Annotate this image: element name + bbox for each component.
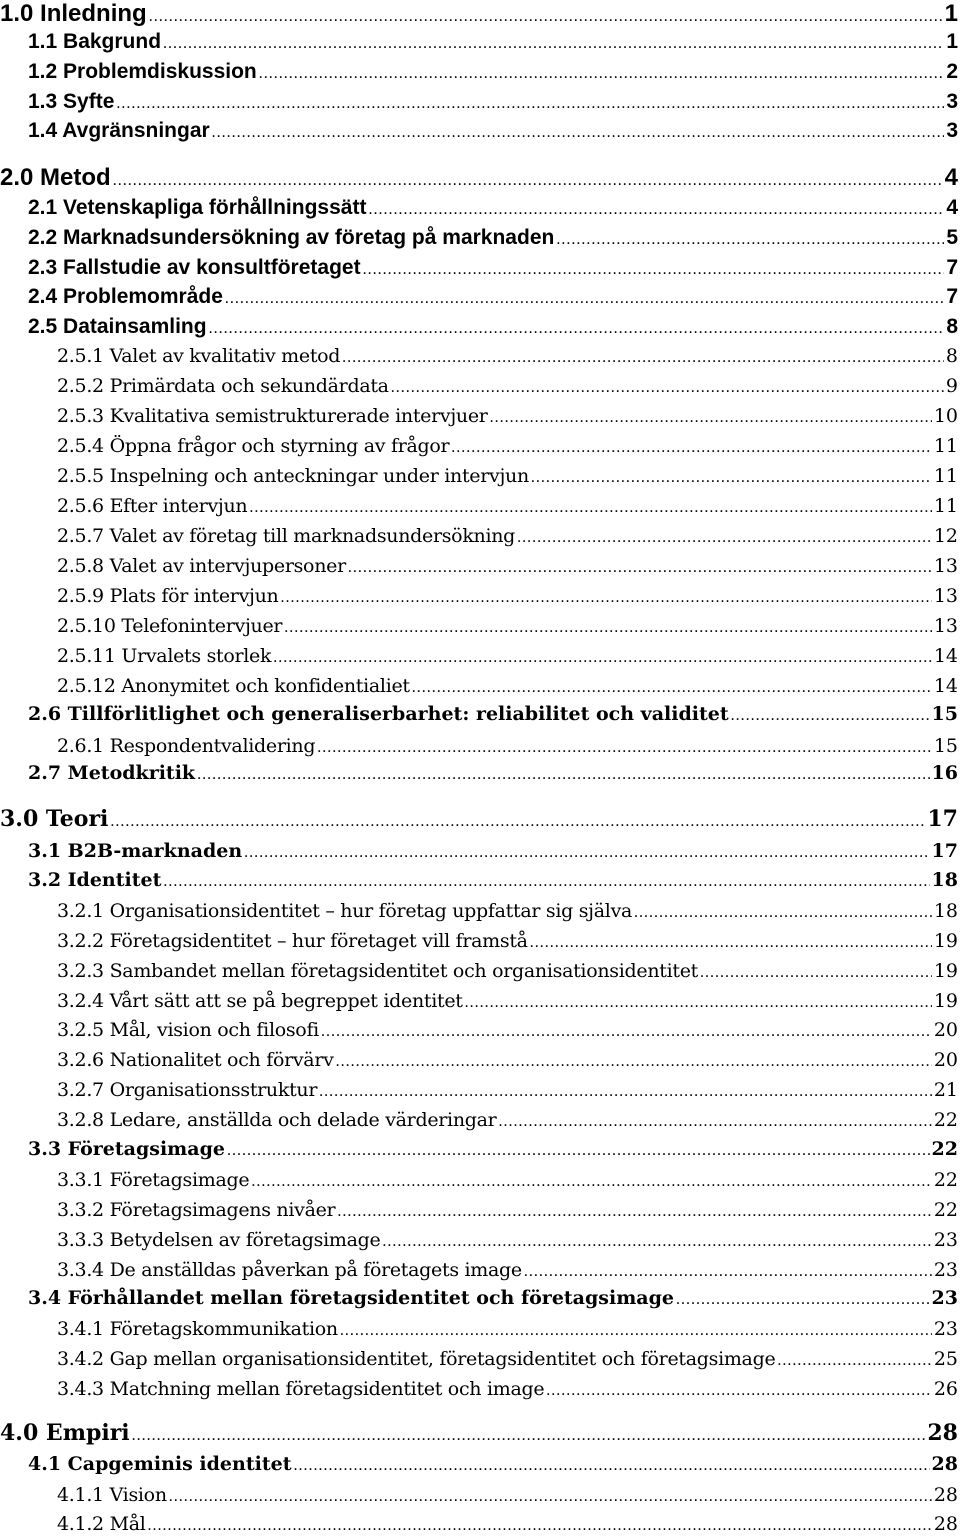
toc-entry-title: 3.2.6 Nationalitet och förvärv (57, 1049, 334, 1071)
toc-entry-page: 11 (933, 435, 958, 457)
toc-entry[interactable] (0, 615, 958, 637)
toc-entry-page: 14 (933, 645, 958, 667)
toc-entry[interactable] (0, 495, 958, 517)
toc-entry-page: 3 (946, 119, 958, 142)
toc-leader-dots (227, 1142, 930, 1160)
toc-entry-title: 3.1 B2B-marknaden (28, 840, 243, 862)
toc-leader-dots (163, 35, 944, 53)
toc-leader-dots (209, 320, 945, 338)
toc-entry-page: 18 (933, 900, 958, 922)
toc-leader-dots (451, 439, 932, 457)
toc-leader-dots (336, 1053, 932, 1071)
toc-leader-dots (163, 873, 929, 891)
toc-leader-dots (634, 904, 932, 922)
toc-entry-title: 2.4 Problemområde (28, 285, 223, 308)
toc-entry-page: 15 (931, 703, 958, 725)
toc-leader-dots (348, 559, 932, 577)
toc-entry-page: 13 (933, 555, 958, 577)
toc-entry[interactable] (0, 1484, 958, 1506)
toc-entry-title: 3.2.5 Mål, vision och filosofi (57, 1019, 319, 1041)
toc-entry[interactable] (0, 1420, 958, 1446)
toc-entry-page: 7 (946, 285, 958, 308)
toc-entry-page: 26 (933, 1378, 958, 1400)
toc-entry-page: 16 (931, 762, 958, 784)
toc-entry-page: 22 (933, 1109, 958, 1131)
toc-entry-page: 21 (933, 1079, 958, 1101)
toc-entry[interactable] (0, 930, 958, 952)
toc-leader-dots (530, 934, 932, 952)
toc-entry[interactable] (0, 1049, 958, 1071)
toc-entry-title: 2.0 Metod (0, 164, 111, 191)
toc-leader-dots (342, 349, 944, 367)
toc-entry-title: 3.3.2 Företagsimagens nivåer (57, 1199, 336, 1221)
toc-entry[interactable] (0, 990, 958, 1012)
toc-leader-dots (546, 1382, 932, 1400)
toc-entry[interactable] (0, 1229, 958, 1251)
toc-leader-dots (319, 1083, 932, 1101)
toc-entry-page: 1 (946, 30, 958, 53)
toc-entry[interactable] (0, 226, 958, 250)
toc-entry-title: 2.5.2 Primärdata och sekundärdata (57, 375, 389, 397)
toc-leader-dots (113, 172, 943, 190)
toc-entry[interactable] (0, 30, 958, 54)
toc-entry-page: 22 (933, 1169, 958, 1191)
toc-entry-title: 2.5.11 Urvalets storlek (57, 645, 272, 667)
toc-entry-page: 28 (927, 1420, 958, 1446)
toc-leader-dots (382, 1233, 931, 1251)
toc-entry-title: 4.0 Empiri (0, 1420, 130, 1446)
toc-entry-page: 20 (933, 1019, 958, 1041)
toc-entry-title: 3.2.8 Ledare, anställda och delade värderingar (57, 1109, 497, 1131)
toc-entry[interactable] (0, 465, 958, 487)
toc-entry[interactable] (0, 806, 958, 832)
toc-entry-title: 3.2.4 Vårt sätt att se på begreppet identitet (57, 990, 463, 1012)
toc-entry[interactable] (0, 375, 958, 397)
toc-entry[interactable] (0, 900, 958, 922)
toc-entry-page: 28 (933, 1484, 958, 1506)
toc-leader-dots (337, 1203, 931, 1221)
toc-entry-page: 2 (946, 60, 958, 83)
toc-entry[interactable] (0, 1199, 958, 1221)
toc-entry[interactable] (0, 1019, 958, 1041)
toc-entry[interactable] (0, 164, 958, 192)
toc-entry-title: 3.2.2 Företagsidentitet – hur företaget vill framstå (57, 930, 528, 952)
toc-entry-title: 2.5 Datainsamling (28, 315, 207, 338)
toc-entry-page: 5 (946, 226, 958, 249)
toc-entry-page: 28 (933, 1513, 958, 1535)
toc-entry-title: 3.4.3 Matchning mellan företagsidentitet och image (57, 1378, 545, 1400)
toc-entry[interactable] (0, 675, 958, 697)
toc-entry[interactable] (0, 1138, 958, 1160)
toc-entry[interactable] (0, 1259, 958, 1281)
toc-entry-page: 4 (944, 164, 958, 191)
toc-entry-page: 1 (944, 0, 958, 27)
toc-entry-page: 19 (933, 930, 958, 952)
toc-entry-title: 2.5.5 Inspelning och anteckningar under intervjun (57, 465, 529, 487)
toc-leader-dots (293, 1457, 929, 1475)
toc-entry-title: 2.5.9 Plats för intervjun (57, 585, 279, 607)
toc-entry[interactable] (0, 525, 958, 547)
toc-entry-title: 2.7 Metodkritik (28, 762, 196, 784)
toc-leader-dots (110, 813, 925, 831)
toc-entry-page: 23 (933, 1318, 958, 1340)
toc-entry-title: 2.5.8 Valet av intervjupersoner (57, 555, 346, 577)
toc-leader-dots (284, 619, 932, 637)
toc-entry[interactable] (0, 1169, 958, 1191)
toc-entry-page: 7 (946, 256, 958, 279)
toc-leader-dots (531, 469, 932, 487)
toc-leader-dots (197, 766, 929, 784)
toc-entry-page: 18 (931, 869, 958, 891)
toc-entry-title: 1.3 Syfte (28, 90, 115, 113)
toc-entry-page: 13 (933, 585, 958, 607)
toc-leader-dots (676, 1291, 930, 1309)
toc-leader-dots (251, 1173, 932, 1191)
toc-entry[interactable] (0, 1318, 958, 1340)
toc-entry-page: 17 (927, 806, 958, 832)
toc-entry-title: 2.5.7 Valet av företag till marknadsundersökning (57, 525, 516, 547)
toc-entry-title: 3.3.1 Företagsimage (57, 1169, 250, 1191)
toc-entry-page: 20 (933, 1049, 958, 1071)
toc-leader-dots (490, 409, 932, 427)
toc-entry-title: 2.5.1 Valet av kvalitativ metod (57, 345, 341, 367)
toc-leader-dots (280, 589, 931, 607)
toc-entry[interactable] (0, 645, 958, 667)
toc-entry-title: 2.6 Tillförlitlighet och generaliserbarhet: reliabilitet och validitet (28, 703, 729, 725)
toc-entry-page: 23 (931, 1287, 958, 1309)
toc-entry[interactable] (0, 0, 958, 28)
toc-entry-title: 2.2 Marknadsundersökning av företag på marknaden (28, 226, 555, 249)
toc-entry[interactable] (0, 256, 958, 280)
toc-entry-page: 17 (931, 840, 958, 862)
toc-entry-title: 2.5.6 Efter intervjun (57, 495, 248, 517)
toc-leader-dots (259, 65, 945, 83)
toc-entry[interactable] (0, 435, 958, 457)
toc-entry-title: 2.5.10 Telefonintervjuer (57, 615, 283, 637)
toc-entry-page: 23 (933, 1259, 958, 1281)
toc-entry[interactable] (0, 840, 958, 862)
toc-entry[interactable] (0, 60, 958, 84)
toc-entry[interactable] (0, 735, 958, 757)
toc-entry[interactable] (0, 762, 958, 784)
toc-leader-dots (524, 1263, 932, 1281)
toc-leader-dots (391, 379, 944, 397)
toc-entry-title: 3.2.3 Sambandet mellan företagsidentitet och organisationsidentitet (57, 960, 698, 982)
toc-leader-dots (148, 1517, 932, 1535)
toc-entry-title: 3.2.7 Organisationsstruktur (57, 1079, 318, 1101)
toc-leader-dots (273, 649, 932, 667)
toc-leader-dots (340, 1322, 932, 1340)
toc-entry-page: 28 (931, 1453, 958, 1475)
toc-entry-title: 4.1.2 Mål (57, 1513, 146, 1535)
toc-leader-dots (225, 290, 944, 308)
toc-entry-title: 3.2.1 Organisationsidentitet – hur företag uppfattar sig själva (57, 900, 633, 922)
toc-entry[interactable] (0, 1287, 958, 1309)
toc-leader-dots (465, 994, 932, 1012)
toc-entry[interactable] (0, 960, 958, 982)
toc-entry-page: 12 (933, 525, 958, 547)
toc-entry[interactable] (0, 1378, 958, 1400)
toc-leader-dots (700, 964, 932, 982)
toc-entry-title: 3.3.4 De anställdas påverkan på företagets image (57, 1259, 522, 1281)
toc-entry[interactable] (0, 869, 958, 891)
toc-entry-title: 3.3.3 Betydelsen av företagsimage (57, 1229, 381, 1251)
toc-entry-title: 3.4.2 Gap mellan organisationsidentitet, företagsidentitet och företagsimage (57, 1348, 776, 1370)
toc-entry-page: 25 (933, 1348, 958, 1370)
toc-entry-title: 3.3 Företagsimage (28, 1138, 225, 1160)
toc-entry-page: 9 (945, 375, 958, 397)
toc-entry-page: 23 (933, 1229, 958, 1251)
toc-leader-dots (132, 1427, 926, 1445)
toc-leader-dots (169, 1488, 932, 1506)
toc-entry-title: 3.0 Teori (0, 806, 109, 832)
toc-leader-dots (116, 95, 944, 113)
toc-entry-title: 2.3 Fallstudie av konsultföretaget (28, 256, 361, 279)
toc-entry-page: 11 (933, 495, 958, 517)
toc-leader-dots (363, 261, 945, 279)
toc-entry-page: 15 (933, 735, 958, 757)
toc-entry-title: 3.4 Förhållandet mellan företagsidentitet och företagsimage (28, 1287, 674, 1309)
toc-leader-dots (244, 844, 929, 862)
toc-entry-title: 1.1 Bakgrund (28, 30, 162, 53)
toc-entry[interactable] (0, 1079, 958, 1101)
toc-entry[interactable] (0, 196, 958, 220)
toc-entry-page: 22 (933, 1199, 958, 1221)
toc-entry-title: 1.4 Avgränsningar (28, 119, 210, 142)
toc-entry[interactable] (0, 585, 958, 607)
toc-leader-dots (777, 1352, 931, 1370)
toc-entry-page: 13 (933, 615, 958, 637)
toc-entry-title: 2.5.12 Anonymitet och konfidentialiet (57, 675, 410, 697)
toc-entry-page: 10 (933, 405, 958, 427)
toc-leader-dots (731, 707, 930, 725)
toc-entry[interactable] (0, 90, 958, 114)
toc-leader-dots (498, 1113, 931, 1131)
toc-entry-page: 4 (946, 196, 958, 219)
toc-entry-title: 2.5.3 Kvalitativa semistrukturerade intervjuer (57, 405, 488, 427)
toc-leader-dots (317, 739, 932, 757)
toc-entry-page: 8 (946, 315, 958, 338)
toc-entry-title: 4.1 Capgeminis identitet (28, 1453, 292, 1475)
toc-entry-page: 11 (933, 465, 958, 487)
toc-entry[interactable] (0, 1513, 958, 1535)
toc-entry[interactable] (0, 1109, 958, 1131)
toc-entry[interactable] (0, 1348, 958, 1370)
toc-leader-dots (149, 8, 943, 26)
toc-leader-dots (368, 201, 944, 219)
toc-entry[interactable] (0, 703, 958, 725)
toc-leader-dots (556, 231, 944, 249)
toc-entry[interactable] (0, 405, 958, 427)
toc-entry[interactable] (0, 285, 958, 309)
toc-entry-page: 19 (933, 990, 958, 1012)
toc-entry-page: 14 (933, 675, 958, 697)
toc-entry-title: 1.0 Inledning (0, 0, 147, 27)
toc-entry-page: 8 (945, 345, 958, 367)
toc-leader-dots (249, 499, 931, 517)
toc-entry-page: 19 (933, 960, 958, 982)
toc-leader-dots (412, 679, 932, 697)
toc-entry-title: 4.1.1 Vision (57, 1484, 167, 1506)
toc-entry-title: 1.2 Problemdiskussion (28, 60, 257, 83)
toc-leader-dots (517, 529, 932, 547)
toc-entry[interactable] (0, 119, 958, 143)
toc-entry[interactable] (0, 555, 958, 577)
toc-entry[interactable] (0, 1453, 958, 1475)
toc-entry[interactable] (0, 345, 958, 367)
toc-entry-title: 3.4.1 Företagskommunikation (57, 1318, 338, 1340)
toc-leader-dots (212, 124, 945, 142)
toc-entry-title: 2.1 Vetenskapliga förhållningssätt (28, 196, 367, 219)
toc-entry[interactable] (0, 315, 958, 339)
toc-entry-title: 3.2 Identitet (28, 869, 162, 891)
toc-leader-dots (321, 1023, 932, 1041)
toc-entry-title: 2.6.1 Respondentvalidering (57, 735, 316, 757)
toc-entry-title: 2.5.4 Öppna frågor och styrning av frågor (57, 435, 450, 457)
toc-entry-page: 22 (931, 1138, 958, 1160)
toc-entry-page: 3 (946, 90, 958, 113)
